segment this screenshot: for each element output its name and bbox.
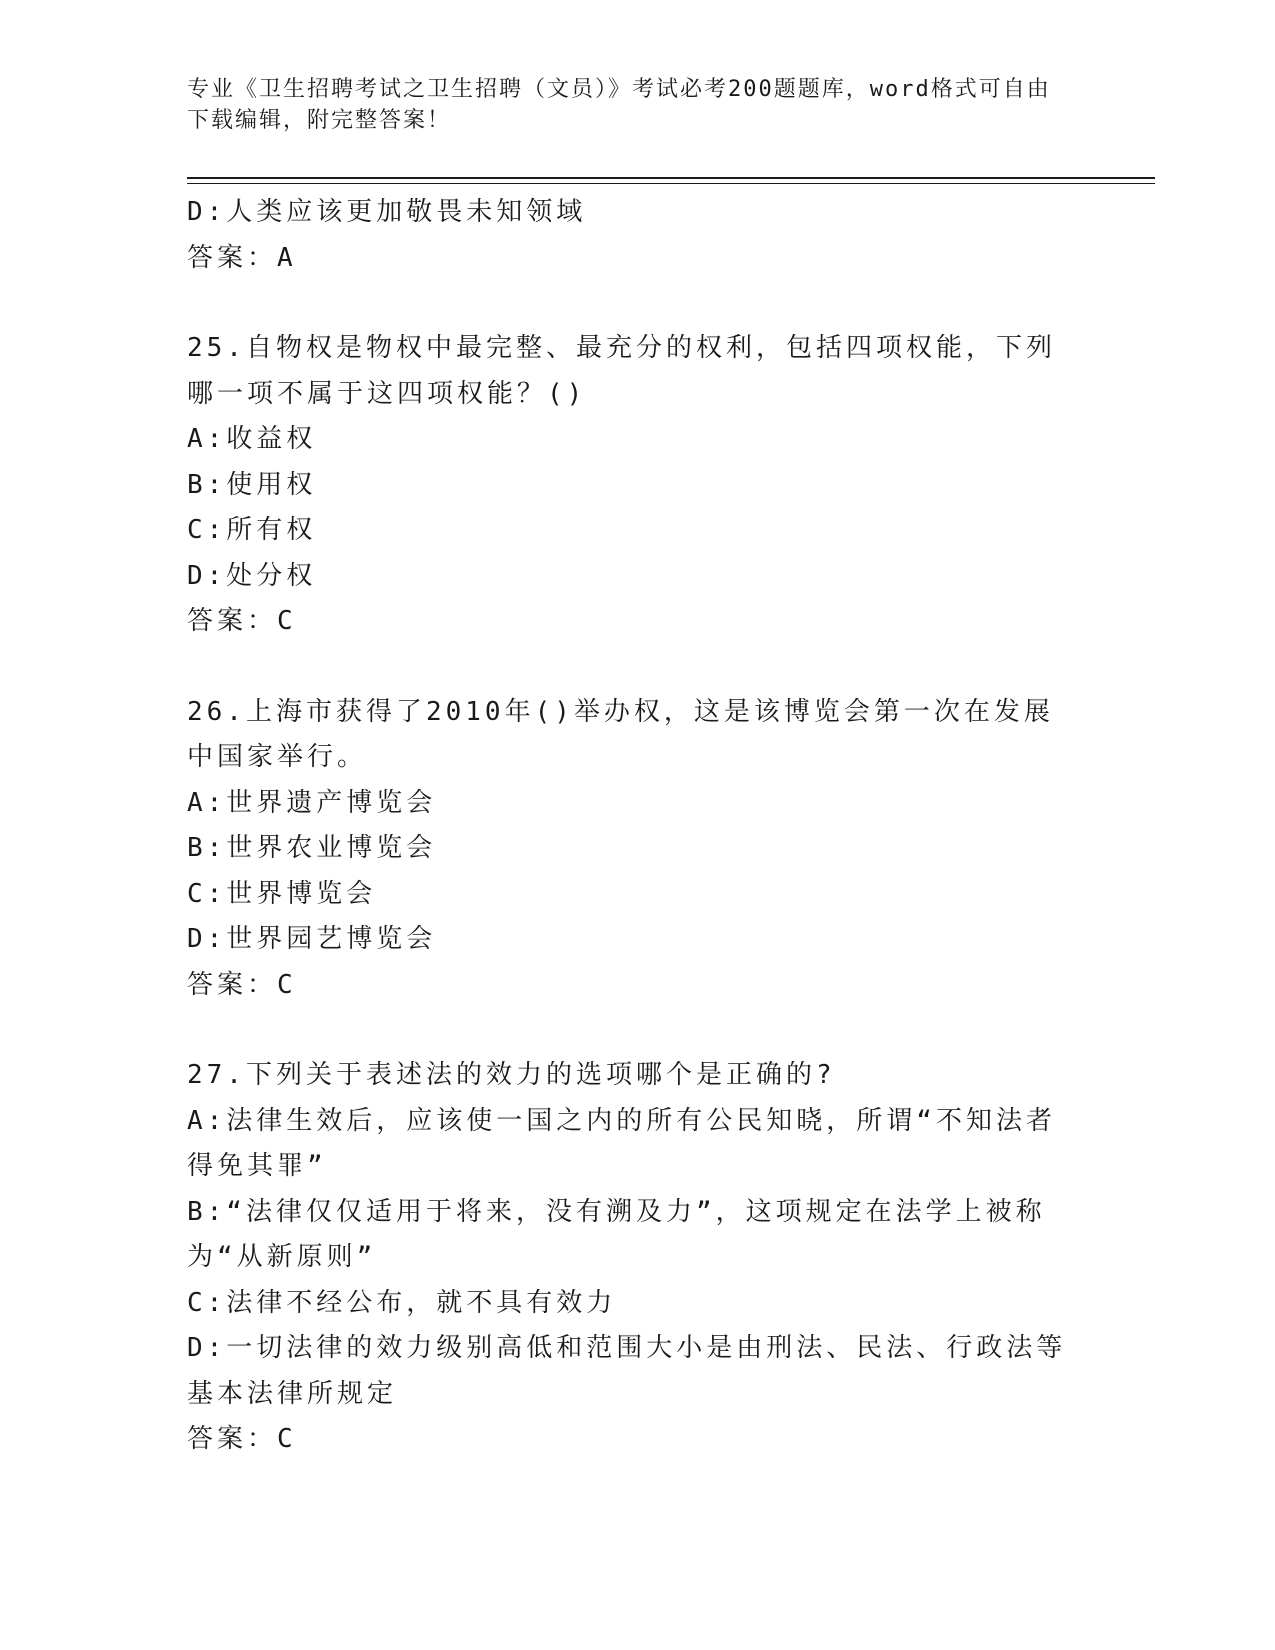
option-a: A:收益权 (187, 424, 317, 454)
header-divider-thin (187, 183, 1155, 184)
spacer (187, 281, 1077, 326)
header-divider-thick (187, 177, 1155, 179)
question-item-26 (187, 690, 1077, 1009)
option-d: D:世界园艺博览会 (187, 924, 437, 954)
answer-line: 答案：C (187, 606, 297, 636)
option-a: A:世界遗产博览会 (187, 787, 437, 818)
answer-line: 答案：C (187, 1424, 297, 1454)
option-a: A:法律生效后，应该使一国之内的所有公民知晓，所谓“不知法者得免其罪” (187, 1105, 1056, 1181)
header-title: 专业《卫生招聘考试之卫生招聘（文员）》考试必考200题题库，word格式可自由下载编辑，附完整答案！ (187, 77, 1051, 133)
question-text: 25.自物权是物权中最完整、最充分的权利，包括四项权能，下列哪一项不属于这四项权能？() (187, 333, 1056, 409)
answer-line: 答案：C (187, 969, 297, 1000)
spacer (187, 1008, 1077, 1053)
option-d: D:一切法律的效力级别高低和范围大小是由刑法、民法、行政法等基本法律所规定 (187, 1333, 1067, 1409)
option-b: B:“法律仅仅适用于将来，没有溯及力”，这项规定在法学上被称为“从新原则” (187, 1196, 1046, 1272)
option-b: B:使用权 (187, 469, 317, 500)
question-text: 27.下列关于表述法的效力的选项哪个是正确的? (187, 1060, 836, 1090)
document-header (187, 74, 1067, 136)
spacer (187, 645, 1077, 690)
question-text: 26.上海市获得了2010年()举办权，这是该博览会第一次在发展中国家举行。 (187, 696, 1054, 772)
question-item-24 (187, 190, 1077, 281)
option-c: C:所有权 (187, 515, 317, 545)
question-list (187, 190, 1077, 1463)
question-item-27 (187, 1053, 1077, 1463)
option-c: C:世界博览会 (187, 878, 377, 909)
option-c: C:法律不经公布，就不具有效力 (187, 1287, 617, 1318)
answer-line: 答案：A (187, 242, 297, 273)
option-d: D:人类应该更加敬畏未知领域 (187, 197, 587, 227)
option-d: D:处分权 (187, 560, 317, 591)
question-item-25 (187, 326, 1077, 645)
option-b: B:世界农业博览会 (187, 833, 437, 863)
